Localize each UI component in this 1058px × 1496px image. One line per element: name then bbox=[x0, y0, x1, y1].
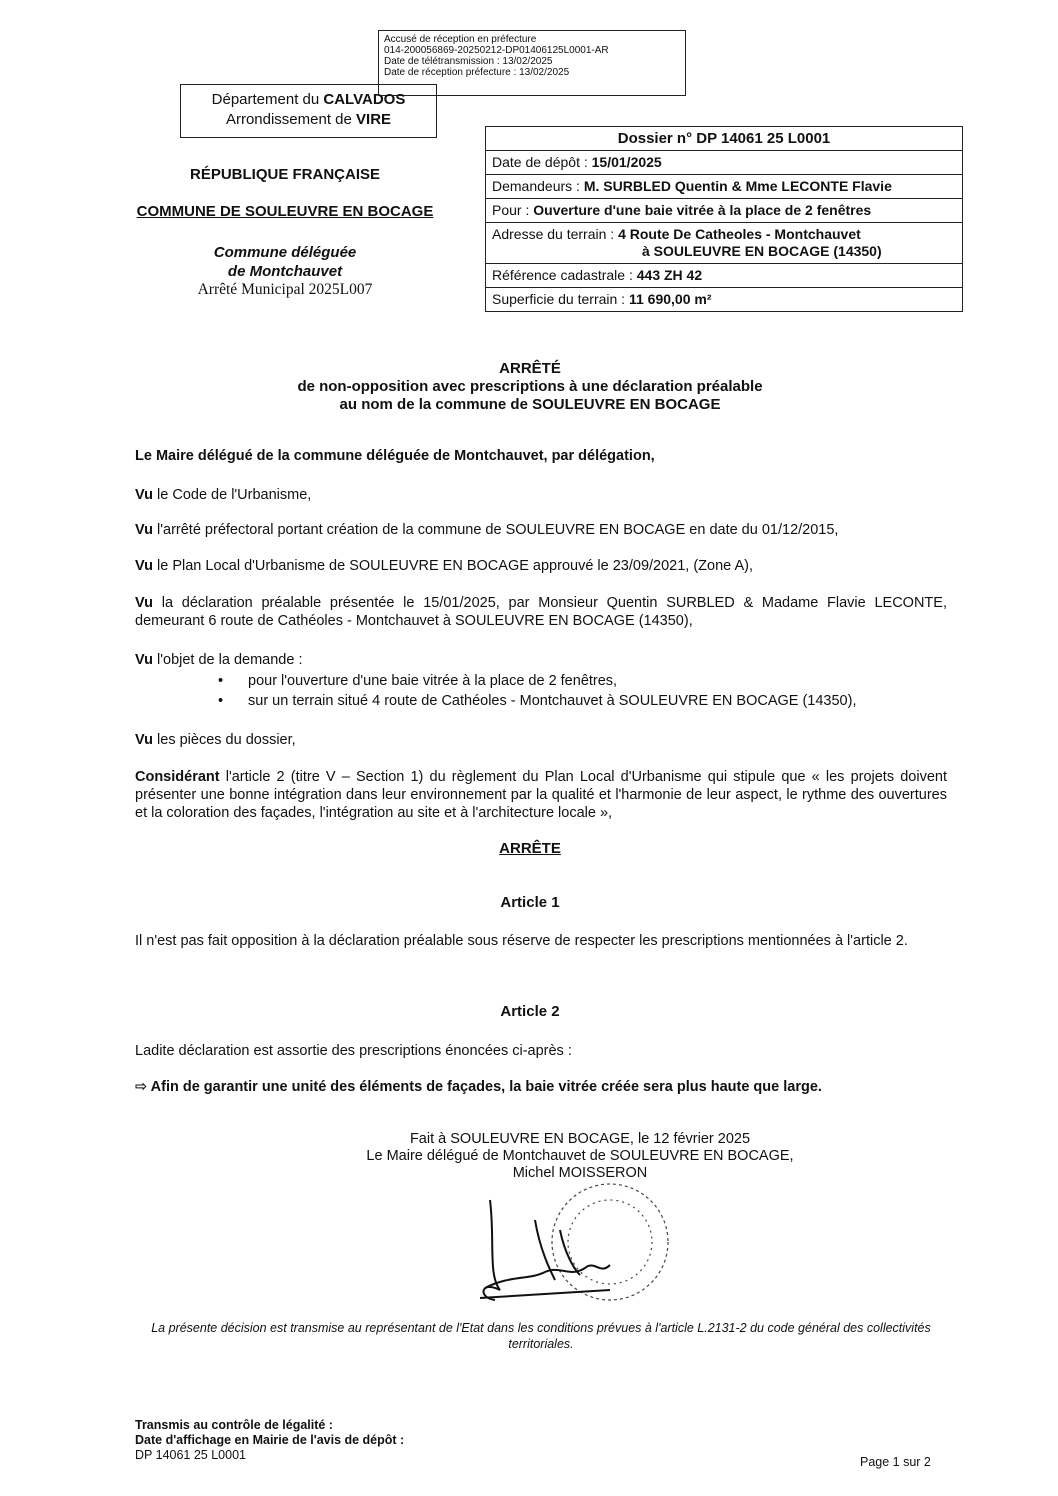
dossier-box bbox=[485, 126, 963, 312]
department-box bbox=[180, 84, 437, 138]
objet-list bbox=[218, 671, 958, 711]
vu-objet: Vu l'objet de la demande : bbox=[135, 652, 303, 668]
transmission-note: La présente décision est transmise au représentant de l'Etat dans les conditions prévues à l'article L.2131-2 du code général des collectivités territoriales. bbox=[151, 1321, 931, 1351]
arrow-right-icon: ⇨ bbox=[135, 1079, 148, 1095]
commune-heading: COMMUNE DE SOULEUVRE EN BOCAGE bbox=[136, 203, 434, 220]
article1-text: Il n'est pas fait opposition à la déclaration préalable sous réserve de respecter les prescriptions mentionnées à l'article 2. bbox=[135, 933, 908, 949]
dossier-depot: Date de dépôt : 15/01/2025 bbox=[486, 150, 962, 174]
stamp-line: Accusé de réception en préfecture bbox=[384, 34, 537, 45]
considerant: Considérant l'article 2 (titre V – Section 1) du règlement du Plan Local d'Urbanisme qui stipule que « les projets doivent présenter une bonne intégration dans leur environnement par la qualité et l'harmonie de leur aspect, le rythme des ouvertures et la coloration des façades, l'intégration au site et à l'architecture locale », bbox=[135, 769, 947, 821]
stamp-line: 014-200056869-20250212-DP01406125L0001-AR bbox=[384, 45, 609, 56]
list-item: • pour l'ouverture d'une baie vitrée à la place de 2 fenêtres, bbox=[218, 673, 618, 689]
dossier-cadastre: Référence cadastrale : 443 ZH 42 bbox=[486, 263, 962, 287]
arrondissement-line: Arrondissement de VIRE bbox=[225, 111, 392, 128]
dossier-demandeurs: Demandeurs : M. SURBLED Quentin & Mme LECONTE Flavie bbox=[486, 174, 962, 198]
vu-arrete: Vu l'arrêté préfectoral portant création de la commune de SOULEUVRE EN BOCAGE en date du 01/12/2015, bbox=[135, 522, 839, 538]
list-item: • sur un terrain situé 4 route de Cathéoles - Montchauvet à SOULEUVRE EN BOCAGE (14350), bbox=[218, 693, 857, 709]
arrete-heading: ARRÊTE bbox=[499, 840, 561, 857]
dossier-title: Dossier n° DP 14061 25 L0001 bbox=[617, 130, 831, 147]
decision-heading: ARRÊTÉ de non-opposition avec prescriptions à une déclaration préalable au nom de la commune de SOULEUVRE EN BOCAGE bbox=[297, 360, 763, 413]
department-line: Département du CALVADOS bbox=[211, 91, 406, 108]
article1-title: Article 1 bbox=[500, 894, 560, 911]
article2-title: Article 2 bbox=[500, 1003, 560, 1020]
prescription: ⇨ Afin de garantir une unité des éléments de façades, la baie vitrée créée sera plus haute que large. bbox=[135, 1079, 822, 1095]
article2-text: Ladite déclaration est assortie des prescriptions énoncées ci-après : bbox=[135, 1043, 572, 1059]
vu-code: Vu le Code de l'Urbanisme, bbox=[135, 487, 312, 503]
page-number: Page 1 sur 2 bbox=[860, 1455, 931, 1469]
dossier-pour: Pour : Ouverture d'une baie vitrée à la place de 2 fenêtres bbox=[486, 198, 962, 222]
vu-declaration: Vu la déclaration préalable présentée le 15/01/2025, par Monsieur Quentin SURBLED & Madame Flavie LECONTE, demeurant 6 route de Cathéoles - Montchauvet à SOULEUVRE EN BOCAGE (14350), bbox=[135, 595, 947, 629]
arrete-number: Arrêté Municipal 2025L007 bbox=[197, 281, 373, 298]
vu-pieces: Vu les pièces du dossier, bbox=[135, 732, 296, 748]
dossier-adresse: Adresse du terrain : 4 Route De Catheoles - Montchauvet à SOULEUVRE EN BOCAGE (14350) bbox=[486, 222, 962, 263]
delegated-commune: Commune déléguée de Montchauvet bbox=[213, 244, 357, 280]
republic-heading: RÉPUBLIQUE FRANÇAISE bbox=[189, 166, 380, 183]
footer-left: Transmis au contrôle de légalité : Date d'affichage en Mairie de l'avis de dépôt : DP 14061 25 L0001 bbox=[135, 1418, 405, 1462]
stamp-line: Date de télétransmission : 13/02/2025 bbox=[384, 56, 553, 67]
signature-block: Fait à SOULEUVRE EN BOCAGE, le 12 février 2025 Le Maire délégué de Montchauvet de SOULEUVRE EN BOCAGE, Michel MOISSERON bbox=[366, 1131, 794, 1181]
signature-seal-graphic bbox=[460, 1180, 700, 1320]
dossier-superficie: Superficie du terrain : 11 690,00 m² bbox=[486, 287, 962, 311]
maire-line: Le Maire délégué de la commune déléguée de Montchauvet, par délégation, bbox=[135, 448, 655, 464]
vu-plu: Vu le Plan Local d'Urbanisme de SOULEUVRE EN BOCAGE approuvé le 23/09/2021, (Zone A), bbox=[135, 558, 753, 574]
stamp-line: Date de réception préfecture : 13/02/2025 bbox=[384, 67, 570, 78]
